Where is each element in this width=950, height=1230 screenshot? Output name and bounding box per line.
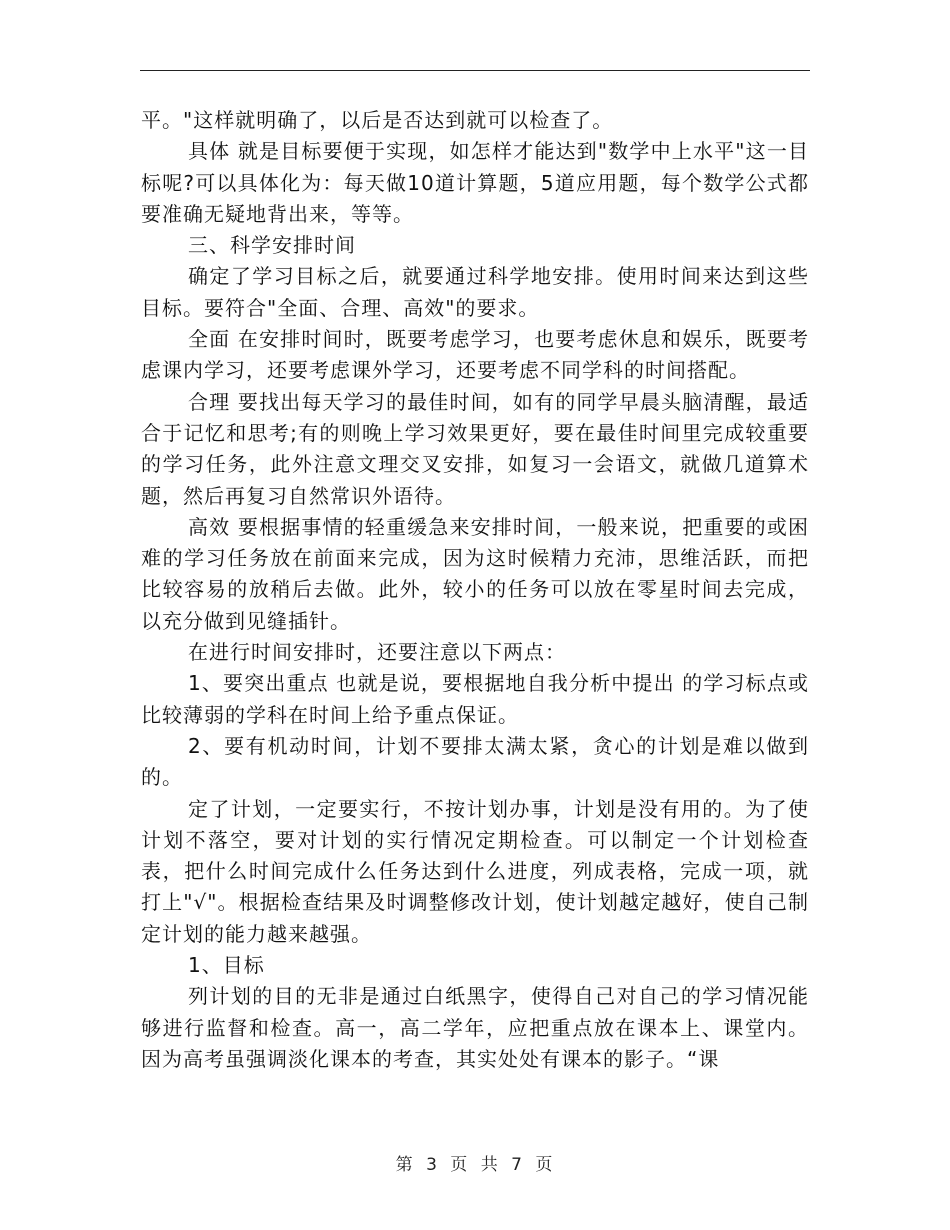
- page-footer: [0, 1150, 950, 1175]
- footer-total-word: 共: [480, 1155, 500, 1175]
- header-rule: [140, 70, 810, 71]
- section-heading: 三、科学安排时间: [188, 233, 356, 258]
- paragraph: 合理 要找出每天学习的最佳时间，如有的同学早晨头脑清醒，最适合于记忆和思考;有的则晚上学习效果更好，要在最佳时间里完成较重要的学习任务，此外注意文理交叉安排，如复习一会语文，就做几道算术题，然后再复习自然常识外语待。: [141, 389, 809, 508]
- footer-prefix: 第: [395, 1155, 415, 1175]
- body-text: [141, 105, 809, 1075]
- paragraph: 平。"这样就明确了，以后是否达到就可以检查了。: [141, 108, 614, 132]
- paragraph: 列计划的目的无非是通过白纸黑字，使得自己对自己的学习情况能够进行监督和检查。高一，高二学年，应把重点放在课本上、课堂内。因为高考虽强调淡化课本的考查，其实处处有课本的影子。“课: [141, 984, 809, 1071]
- current-page-number: 3: [426, 1155, 439, 1175]
- total-page-number: 7: [511, 1155, 524, 1175]
- paragraph: 确定了学习目标之后，就要通过科学地安排。使用时间来达到这些目标。要符合"全面、合理、高效"的要求。: [141, 264, 809, 320]
- paragraph: 在进行时间安排时，还要注意以下两点：: [188, 640, 566, 665]
- footer-suffix: 页: [535, 1155, 555, 1175]
- paragraph: 具体 就是目标要便于实现，如怎样才能达到"数学中上水平"这一目标呢?可以具体化为：每天做10道计算题，5道应用题，每个数学公式都要准确无疑地背出来，等等。: [141, 139, 809, 226]
- section-heading: 1、目标: [188, 953, 265, 978]
- list-item: 2、要有机动时间，计划不要排太满太紧，贪心的计划是难以做到的。: [141, 733, 809, 790]
- paragraph: 全面 在安排时间时，既要考虑学习，也要考虑休息和娱乐，既要考虑课内学习，还要考虑课外学习，还要考虑不同学科的时间搭配。: [141, 327, 809, 383]
- paragraph: 高效 要根据事情的轻重缓急来安排时间，一般来说，把重要的或困难的学习任务放在前面来完成，因为这时候精力充沛，思维活跃，而把比较容易的放稍后去做。此外，较小的任务可以放在零星时间去完成，以充分做到见缝插针。: [141, 514, 809, 633]
- list-item: 1、要突出重点 也就是说，要根据地自我分析中提出 的学习标点或比较薄弱的学科在时间上给予重点保证。: [141, 671, 809, 727]
- footer-page-word: 页: [450, 1155, 470, 1175]
- paragraph: 定了计划，一定要实行，不按计划办事，计划是没有用的。为了使计划不落空，要对计划的实行情况定期检查。可以制定一个计划检查表，把什么时间完成什么任务达到什么进度，列成表格，完成一项，就打上"√"。根据检查结果及时调整修改计划，使计划越定越好，使自己制定计划的能力越来越强。: [141, 796, 809, 946]
